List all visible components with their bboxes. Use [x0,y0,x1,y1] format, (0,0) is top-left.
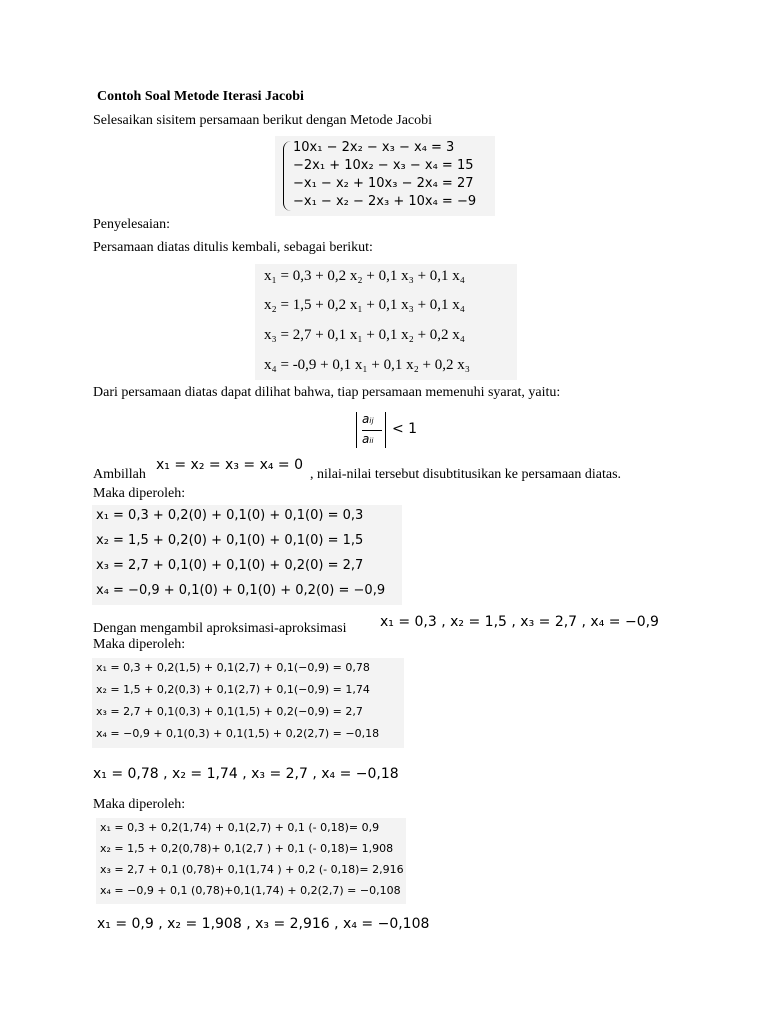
abs-bar-right [385,412,386,448]
rewritten-eq-1: x₁ = 0,3 + 0,2 x₂ + 0,1 x₃ + 0,1 x₄ [264,268,466,284]
system-eq-1: 10x₁ − 2x₂ − x₃ − x₄ = 3 [293,140,455,155]
abs-bar-left [356,412,357,448]
system-eq-4: −x₁ − x₂ − 2x₃ + 10x₄ = −9 [293,194,477,209]
maka-label-2: Maka diperoleh: [93,637,186,652]
iter1-eq-1: x₁ = 0,3 + 0,2(0) + 0,1(0) + 0,1(0) = 0,3 [96,508,364,523]
dengan-text: Dengan mengambil aproksimasi-aproksimasi [93,621,347,636]
iter1-eq-4: x₄ = −0,9 + 0,1(0) + 0,1(0) + 0,2(0) = −0,9 [96,583,386,598]
system-eq-3: −x₁ − x₂ + 10x₃ − 2x₄ = 27 [293,176,474,191]
rewritten-eq-3: x₃ = 2,7 + 0,1 x₁ + 0,1 x₂ + 0,2 x₄ [264,327,466,343]
condition-numerator: aᵢⱼ [362,412,374,426]
rewrite-intro: Persamaan diatas ditulis kembali, sebagai berikut: [93,240,373,255]
condition-intro: Dari persamaan diatas dapat dilihat bahwa, tiap persamaan memenuhi syarat, yaitu: [93,385,561,400]
iter3-eq-1: x₁ = 0,3 + 0,2(1,74) + 0,1(2,7) + 0,1 (- 0,18)= 0,9 [100,821,380,834]
maka-label-1: Maka diperoleh: [93,486,186,501]
iter2-eq-3: x₃ = 2,7 + 0,1(0,3) + 0,1(1,5) + 0,2(−0,9) = 2,7 [96,705,363,718]
iter1-eq-3: x₃ = 2,7 + 0,1(0) + 0,1(0) + 0,2(0) = 2,7 [96,558,364,573]
page-title: Contoh Soal Metode Iterasi Jacobi [97,89,304,104]
approx1-values: x₁ = 0,3 , x₂ = 1,5 , x₃ = 2,7 , x₄ = −0,9 [380,614,659,630]
penyelesaian-label: Penyelesaian: [93,217,170,232]
maka-label-3: Maka diperoleh: [93,797,186,812]
result3-values: x₁ = 0,9 , x₂ = 1,908 , x₃ = 2,916 , x₄ = −0,108 [97,916,430,932]
iter3-eq-4: x₄ = −0,9 + 0,1 (0,78)+0,1(1,74) + 0,2(2,7) = −0,108 [100,884,401,897]
condition-relation: < 1 [392,421,418,437]
fraction-line [362,430,382,431]
iter3-eq-2: x₂ = 1,5 + 0,2(0,78)+ 0,1(2,7 ) + 0,1 (- 0,18)= 1,908 [100,842,394,855]
condition-denominator: aᵢᵢ [362,432,374,446]
iter3-eq-3: x₃ = 2,7 + 0,1 (0,78)+ 0,1(1,74 ) + 0,2 (- 0,18)= 2,916 [100,863,404,876]
iter1-eq-2: x₂ = 1,5 + 0,2(0) + 0,1(0) + 0,1(0) = 1,5 [96,533,364,548]
rewritten-eq-4: x₄ = -0,9 + 0,1 x₁ + 0,1 x₂ + 0,2 x₃ [264,357,471,373]
intro-text: Selesaikan sisitem persamaan berikut dengan Metode Jacobi [93,113,433,128]
result2-values: x₁ = 0,78 , x₂ = 1,74 , x₃ = 2,7 , x₄ = −0,18 [93,766,399,782]
system-brace [283,141,292,211]
ambil-prefix: Ambillah [93,467,146,482]
ambil-suffix: , nilai-nilai tersebut disubtitusikan ke persamaan diatas. [310,467,622,482]
iter2-eq-1: x₁ = 0,3 + 0,2(1,5) + 0,1(2,7) + 0,1(−0,9) = 0,78 [96,661,370,674]
rewritten-eq-2: x₂ = 1,5 + 0,2 x₁ + 0,1 x₃ + 0,1 x₄ [264,297,466,313]
ambil-equation: x₁ = x₂ = x₃ = x₄ = 0 [156,457,304,473]
system-eq-2: −2x₁ + 10x₂ − x₃ − x₄ = 15 [293,158,474,173]
iter2-eq-4: x₄ = −0,9 + 0,1(0,3) + 0,1(1,5) + 0,2(2,7) = −0,18 [96,727,380,740]
iter2-eq-2: x₂ = 1,5 + 0,2(0,3) + 0,1(2,7) + 0,1(−0,9) = 1,74 [96,683,370,696]
condition-formula [352,410,422,452]
